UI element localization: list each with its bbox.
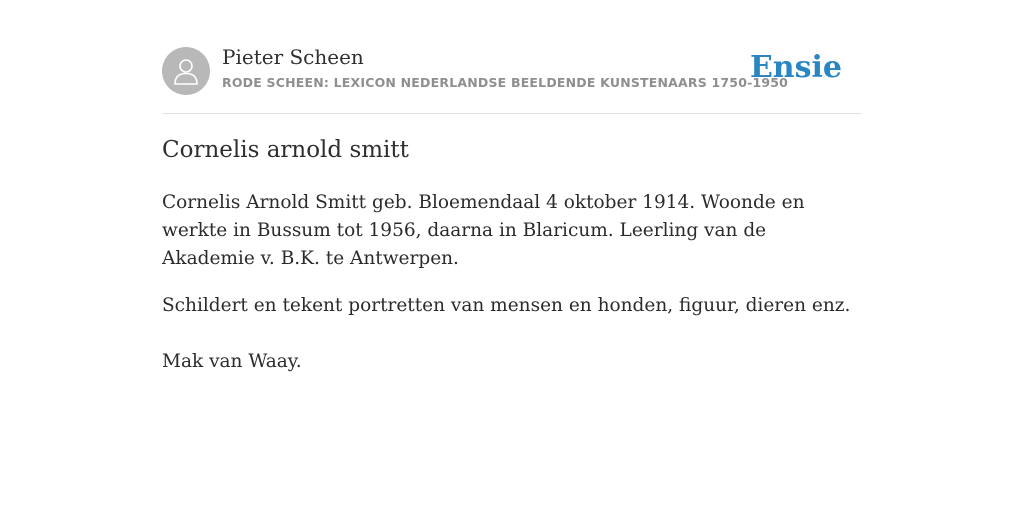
article-header — [162, 0, 862, 114]
article-card — [162, 0, 862, 372]
article-paragraph: Schildert en tekent portretten van mensen en honden, figuur, dieren enz. — [162, 295, 851, 316]
brand-logo[interactable]: Ensie — [749, 50, 842, 85]
article-title: Cornelis arnold smitt — [162, 137, 409, 163]
source-label[interactable]: RODE SCHEEN: LEXICON NEDERLANDSE BEELDENDE KUNSTENAARS 1750-1950 — [222, 75, 789, 90]
article-signature: Mak van Waay. — [162, 351, 302, 372]
author-name[interactable]: Pieter Scheen — [222, 45, 364, 69]
author-avatar[interactable] — [162, 47, 210, 95]
user-icon — [173, 57, 199, 85]
article-paragraph: Cornelis Arnold Smitt geb. Bloemendaal 4 oktober 1914. Woonde en werkte in Bussum tot 1956, daarna in Blaricum. Leerling van de Akademie v. B.K. te Antwerpen. — [162, 192, 805, 269]
